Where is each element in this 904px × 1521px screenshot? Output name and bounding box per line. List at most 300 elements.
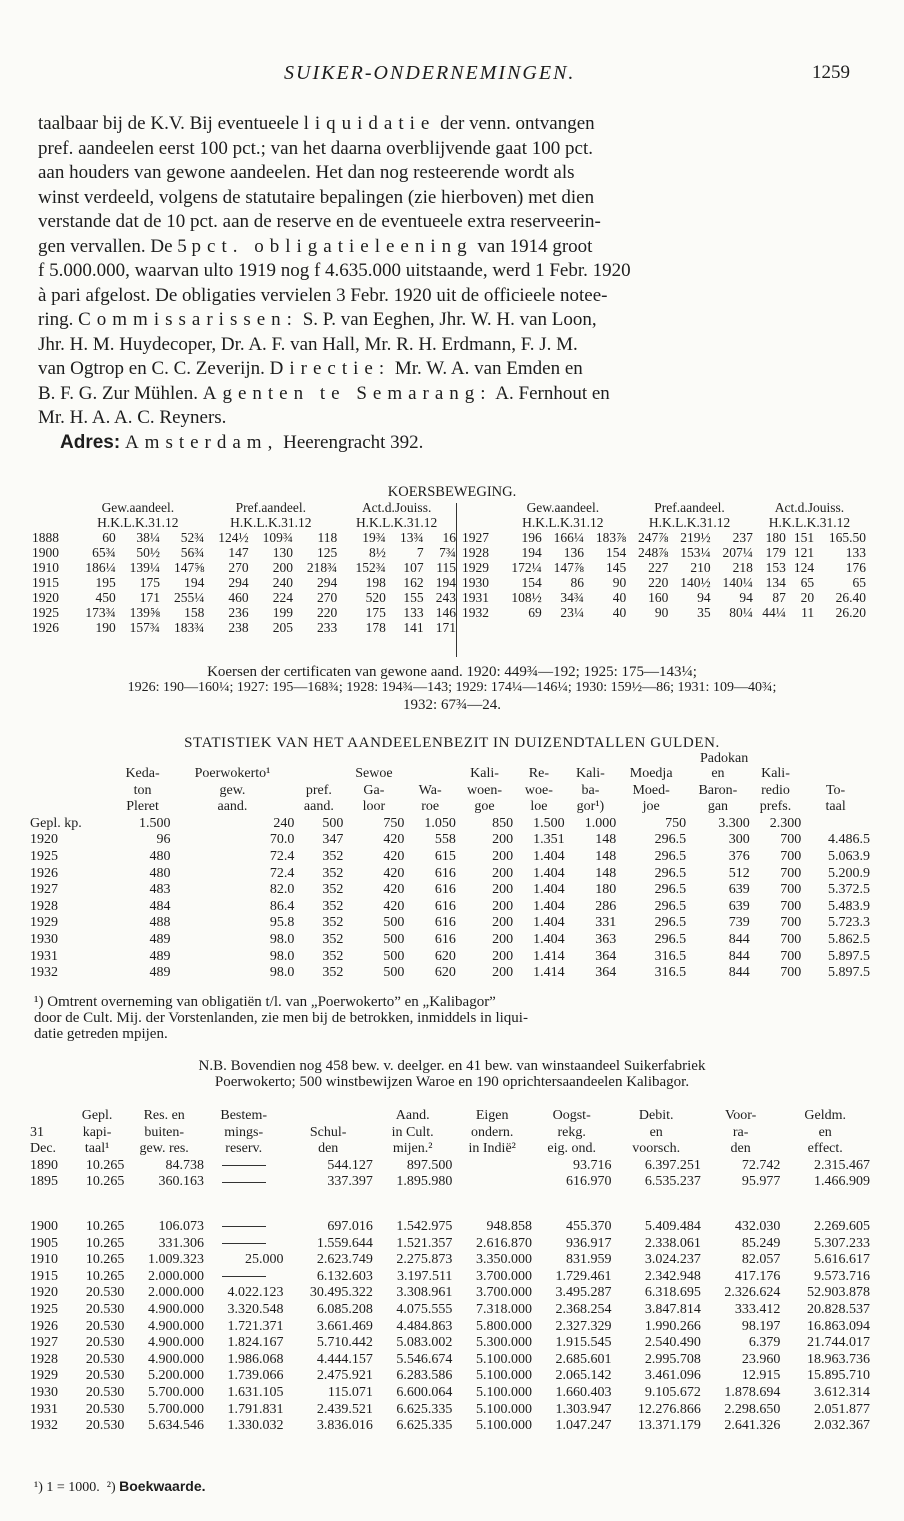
fin-cell: 432.030 xyxy=(734,1218,781,1234)
dash-rule xyxy=(222,1226,266,1227)
fin-cell xyxy=(204,1219,284,1236)
fin-cell: 2.616.870 xyxy=(475,1235,532,1251)
koers-cell: 34¾ xyxy=(560,590,584,605)
fin-row-label: 1925 xyxy=(30,1301,58,1317)
fin-cell: 4.444.157 xyxy=(316,1351,373,1367)
fin-cell: 616.970 xyxy=(565,1174,612,1190)
koers-row xyxy=(462,530,866,545)
stat-table xyxy=(30,766,870,982)
fin-cell: 52.903.878 xyxy=(807,1285,870,1301)
stat-header-cell: ba- xyxy=(581,782,600,798)
intro-line: à pari afgelost. De obligaties vervielen 3 Febr. 1920 uit de officieele notee- xyxy=(38,284,608,306)
fin-cell: 331.306 xyxy=(158,1235,204,1251)
fin-cell: 1.660.403 xyxy=(555,1384,612,1400)
fin-cell: 10.265 xyxy=(85,1235,125,1251)
stat-row-label: Gepl. kp. xyxy=(30,815,82,831)
koers-cell: 133 xyxy=(403,605,424,620)
fin-cell: 333.412 xyxy=(734,1301,781,1317)
fin-cell: 697.016 xyxy=(327,1218,373,1234)
stat-row-label: 1920 xyxy=(30,832,58,848)
fin-cell: 2.342.948 xyxy=(644,1268,701,1284)
koers-table-right xyxy=(462,500,866,620)
stat-cell: 750 xyxy=(383,815,405,831)
fin-cell: 2.540.490 xyxy=(644,1335,701,1351)
koers-cell: 125 xyxy=(317,545,338,560)
dash-rule xyxy=(222,1165,266,1166)
fin-cell: 1.990.266 xyxy=(644,1318,701,1334)
koers-cell: 124½ xyxy=(218,530,249,545)
koers-cell: 227 xyxy=(648,560,669,575)
fin-cell xyxy=(204,1236,284,1253)
stat-cell: 86.4 xyxy=(269,898,295,914)
koers-row xyxy=(32,620,456,635)
fin-cell: 1.824.167 xyxy=(227,1335,284,1351)
koers-sub-header: H.K.L.K.31.12 xyxy=(355,515,438,530)
stat-cell: 4.486.5 xyxy=(828,832,870,848)
fin-header-cell: ra- xyxy=(732,1124,749,1140)
koers-cell: 198 xyxy=(365,575,386,590)
stat-cell: 420 xyxy=(383,865,405,881)
stat-cell: 483 xyxy=(149,882,171,898)
fin-row-label: 1929 xyxy=(30,1368,58,1384)
koers-cell: 219½ xyxy=(680,530,711,545)
koers-cell: 7 xyxy=(416,545,424,560)
fin-cell: 1.729.461 xyxy=(555,1268,612,1284)
stat-cell: 5.723.3 xyxy=(828,915,870,931)
koers-row-label: 1931 xyxy=(462,590,489,605)
fin-row xyxy=(30,1385,870,1402)
stat-cell: 352 xyxy=(322,915,344,931)
stat-header-cell: Kali- xyxy=(576,766,605,781)
stat-row xyxy=(30,832,870,849)
koers-divider xyxy=(456,503,457,657)
cert-line: 1932: 67¾—24. xyxy=(403,697,501,713)
stat-header-cell: Wa- xyxy=(418,782,442,798)
fin-cell: 5.300.000 xyxy=(475,1335,532,1351)
koers-sub-header: H.K.L.K.31.12 xyxy=(522,515,604,530)
stat-cell: 1.000 xyxy=(584,815,617,831)
fin-row-label: 1928 xyxy=(30,1351,58,1367)
stat-cell: 98.0 xyxy=(269,965,295,981)
fin-cell: 5.100.000 xyxy=(475,1401,532,1417)
intro-line: aan houders van gewone aandeelen. Het dan nog resteerende wordt als xyxy=(38,162,575,183)
koers-cell: 139⅝ xyxy=(129,605,161,620)
koers-cell: 460 xyxy=(228,590,249,605)
stat-row-label: 1931 xyxy=(30,948,58,964)
intro-line: van Ogtrop en C. C. Zeverijn. Directie: Mr. W. A. van Emden en xyxy=(38,358,583,379)
fin-header-cell: Aand. xyxy=(395,1108,430,1123)
stat-cell: 1.404 xyxy=(533,898,565,914)
fin-cell: 15.895.710 xyxy=(807,1368,870,1384)
koers-cell: 237 xyxy=(732,530,753,545)
koers-cell: 80¼ xyxy=(729,605,753,620)
stat-cell: 82.0 xyxy=(269,882,295,898)
fin-cell: 2.326.624 xyxy=(724,1285,781,1301)
fin-cell: 12.276.866 xyxy=(637,1401,701,1417)
intro-line: verstande dat de 10 pct. aan de reserve en de eventueele extra reserveerin- xyxy=(38,211,601,232)
koers-cell: 130 xyxy=(272,545,293,560)
fin-header-cell: den xyxy=(318,1141,339,1157)
fin-row xyxy=(30,1236,870,1253)
koers-row xyxy=(32,590,456,605)
fin-row xyxy=(30,1302,870,1319)
stat-cell: 700 xyxy=(780,965,802,981)
fin-row-label: 1900 xyxy=(30,1218,58,1234)
koers-cell: 294 xyxy=(317,575,338,590)
fin-cell: 2.032.367 xyxy=(814,1418,870,1434)
stat-padokan-label: Padokan xyxy=(700,751,749,766)
stat-cell: 500 xyxy=(383,948,405,964)
fin-cell: 2.065.142 xyxy=(555,1368,612,1384)
stat-cell: 489 xyxy=(149,931,171,947)
stat-cell: 352 xyxy=(322,931,344,947)
koers-cell: 238 xyxy=(228,620,249,635)
address-label: Adres: xyxy=(60,431,121,453)
koers-cell: 270 xyxy=(228,560,249,575)
fin-cell: 5.200.000 xyxy=(147,1368,204,1384)
stat-cell: 200 xyxy=(492,915,514,931)
fin-cell: 2.000.000 xyxy=(147,1268,204,1284)
fin-cell: 1.791.831 xyxy=(227,1401,284,1417)
fin-header-cell: Dec. xyxy=(30,1141,57,1157)
fin-cell: 2.000.000 xyxy=(147,1285,204,1301)
koers-cell: 65 xyxy=(800,575,815,590)
stat-cell: 200 xyxy=(492,865,514,881)
fin-header-cell: Oogst- xyxy=(552,1108,591,1123)
stat-cell: 316.5 xyxy=(654,948,687,964)
fin-cell: 6.132.603 xyxy=(316,1268,373,1284)
fin-cell: 5.546.674 xyxy=(396,1351,453,1367)
koers-row-label: 1910 xyxy=(32,560,59,575)
fin-cell: 5.700.000 xyxy=(147,1401,204,1417)
fin-cell: 6.318.695 xyxy=(644,1285,701,1301)
koers-cell: 38¼ xyxy=(136,530,161,545)
koers-cell: 270 xyxy=(317,590,338,605)
fin-cell: 25.000 xyxy=(244,1252,284,1268)
fin-cell: 6.600.064 xyxy=(396,1384,453,1400)
stat-cell: 148 xyxy=(595,848,617,864)
fin-cell: 5.409.484 xyxy=(644,1218,701,1234)
koers-header-row xyxy=(462,500,866,515)
intro-line: B. F. G. Zur Mühlen. Agenten te Semarang: A. Fernhout en xyxy=(38,382,610,404)
fin-row-label: 1905 xyxy=(30,1235,58,1251)
fin-cell: 6.085.208 xyxy=(316,1301,373,1317)
koers-cell: 218 xyxy=(732,560,753,575)
fin-cell: 2.051.877 xyxy=(814,1401,870,1417)
fin-cell: 4.022.123 xyxy=(227,1285,284,1301)
koers-cell: 171 xyxy=(435,620,456,635)
stat-cell: 200 xyxy=(492,882,514,898)
stat-cell: 616 xyxy=(434,915,456,931)
fin-cell: 2.623.749 xyxy=(316,1252,373,1268)
stat-cell: 364 xyxy=(595,965,617,981)
koers-cell: 220 xyxy=(317,605,338,620)
intro-line: winst verdeeld, volgens de statutaire bepalingen (zie hierboven) met dien xyxy=(38,186,595,208)
fin-cell: 1.986.068 xyxy=(227,1351,284,1367)
stat-cell: 700 xyxy=(780,832,802,848)
fin-cell: 4.484.863 xyxy=(396,1318,453,1334)
stat-cell: 200 xyxy=(492,965,514,981)
fin-cell: 1.631.105 xyxy=(227,1384,284,1400)
stat-header-cell: Moed- xyxy=(632,782,670,798)
koers-cell: 158 xyxy=(184,605,205,620)
koers-row-label: 1932 xyxy=(462,605,489,620)
stat-cell: 5.063.9 xyxy=(828,848,870,864)
koers-table-left xyxy=(32,500,456,635)
stat-cell: 500 xyxy=(322,815,344,831)
koers-cell: 94 xyxy=(739,590,753,605)
koers-cell: 147⅞ xyxy=(553,560,584,575)
koers-cell: 153 xyxy=(765,560,786,575)
fin-cell: 5.634.546 xyxy=(147,1418,204,1434)
koers-row xyxy=(462,545,866,560)
koers-cell: 183¾ xyxy=(173,620,205,635)
koers-cell: 153¼ xyxy=(680,545,711,560)
stat-cell: 95.8 xyxy=(269,915,295,931)
koers-cell: 220 xyxy=(648,575,669,590)
stat-header-cell: aand. xyxy=(217,799,248,815)
fin-cell: 6.379 xyxy=(748,1335,781,1351)
stat-header-cell xyxy=(294,766,343,783)
stat-header-cell: Kali- xyxy=(761,766,790,781)
koers-cell: 26.40 xyxy=(835,590,866,605)
koers-cell: 145 xyxy=(605,560,627,575)
koers-group-header: Gew.aandeel. xyxy=(526,500,600,515)
stat-header-cell: goe xyxy=(474,799,495,815)
stat-cell: 700 xyxy=(780,931,802,947)
stat-row xyxy=(30,816,870,833)
stat-cell: 296.5 xyxy=(654,865,687,881)
koers-cell: 147⅝ xyxy=(173,560,205,575)
stat-header-cell: Re- xyxy=(528,766,550,781)
fin-header-cell: in Indië² xyxy=(468,1141,516,1157)
stat-cell: 5.862.5 xyxy=(828,931,870,947)
fin-row-label: 1910 xyxy=(30,1252,58,1268)
fin-cell: 2.475.921 xyxy=(316,1368,373,1384)
stat-cell: 1.404 xyxy=(533,882,565,898)
koers-cell: 157¾ xyxy=(129,620,161,635)
stat-header-cell: woen- xyxy=(467,782,503,798)
fin-header-cell: Bestem- xyxy=(220,1108,268,1123)
fin-header-cell: mings- xyxy=(224,1124,264,1140)
koers-group-header: Gew.aandeel. xyxy=(101,500,175,515)
cert-line: 1926: 190—160¼; 1927: 195—168¾; 1928: 194¾—143; 1929: 174¼—146¼; 1930: 159½—86; 1931: 109—40¾; xyxy=(127,680,777,695)
stat-cell: 616 xyxy=(434,882,456,898)
fin-cell: 1.739.066 xyxy=(227,1368,284,1384)
stat-cell: 700 xyxy=(780,865,802,881)
stat-cell: 200 xyxy=(492,832,514,848)
fin-cell: 20.530 xyxy=(85,1335,125,1351)
fin-cell: 6.535.237 xyxy=(644,1174,701,1190)
fin-cell: 13.371.179 xyxy=(637,1418,701,1434)
fin-cell: 1.721.371 xyxy=(227,1318,284,1334)
koers-cell: 210 xyxy=(690,560,711,575)
fin-cell: 3.495.287 xyxy=(555,1285,612,1301)
koers-group-header: Act.d.Jouiss. xyxy=(774,500,845,515)
koers-cell: 65 xyxy=(852,575,866,590)
koers-cell: 146 xyxy=(435,605,456,620)
koers-cell: 205 xyxy=(272,620,293,635)
fin-header-cell: buiten- xyxy=(144,1124,184,1140)
fin-cell: 1.915.545 xyxy=(555,1335,612,1351)
fin-row xyxy=(30,1158,870,1175)
fin-cell: 95.977 xyxy=(741,1174,781,1190)
koers-row xyxy=(462,575,866,590)
stat-cell: 363 xyxy=(595,931,617,947)
stat-cell xyxy=(801,816,870,833)
koers-row-label: 1926 xyxy=(32,620,59,635)
stat-cell: 352 xyxy=(322,865,344,881)
koers-cell: 196 xyxy=(521,530,542,545)
fin-cell: 72.742 xyxy=(741,1157,781,1173)
stat-header-cell xyxy=(30,766,115,783)
koers-row xyxy=(462,590,866,605)
fin-cell: 1.009.323 xyxy=(147,1252,204,1268)
stat-row-label: 1932 xyxy=(30,965,58,981)
koers-cell: 8½ xyxy=(368,545,386,560)
stat-cell: 1.404 xyxy=(533,848,565,864)
koers-cell: 13¾ xyxy=(399,530,424,545)
koers-row xyxy=(462,560,866,575)
fin-cell xyxy=(204,1158,284,1175)
koers-cell: 147 xyxy=(228,545,249,560)
fin-header-cell: den xyxy=(730,1141,751,1157)
stat-cell: 2.300 xyxy=(769,815,802,831)
stat-cell: 700 xyxy=(780,948,802,964)
koers-cell: 151 xyxy=(793,530,815,545)
fin-cell: 3.308.961 xyxy=(396,1285,453,1301)
fin-cell: 5.307.233 xyxy=(814,1235,870,1251)
stat-cell: 180 xyxy=(595,882,617,898)
koers-cell: 175 xyxy=(139,575,161,590)
fin-cell: 3.197.511 xyxy=(396,1268,453,1284)
fin-row-label: 1932 xyxy=(30,1418,58,1434)
stat-cell: 620 xyxy=(434,948,456,964)
fin-cell: 85.249 xyxy=(741,1235,781,1251)
stat-footnote xyxy=(34,994,870,1042)
stat-row xyxy=(30,949,870,966)
koers-cell: 16 xyxy=(442,530,456,545)
stat-cell: 72.4 xyxy=(269,848,295,864)
koers-cell: 19¾ xyxy=(362,530,386,545)
running-head-title: SUIKER-ONDERNEMINGEN. xyxy=(284,62,576,84)
fin-cell: 6.625.335 xyxy=(396,1401,453,1417)
stat-cell: 331 xyxy=(595,915,617,931)
stat-cell: 200 xyxy=(492,931,514,947)
koers-cell: 141 xyxy=(403,620,424,635)
fin-header-cell xyxy=(30,1108,70,1125)
koers-cell: 450 xyxy=(95,590,116,605)
fin-cell: 4.900.000 xyxy=(147,1318,204,1334)
fin-cell: 337.397 xyxy=(327,1174,373,1190)
stat-cell: 98.0 xyxy=(269,931,295,947)
koers-group-header: Pref.aandeel. xyxy=(654,500,725,515)
fin-cell: 1.303.947 xyxy=(555,1401,612,1417)
stat-header-cell: To- xyxy=(825,782,846,798)
intro-line: f 5.000.000, waarvan ulto 1919 nog f 4.635.000 uitstaande, werd 1 Febr. 1920 xyxy=(38,260,631,281)
stat-cell: 296.5 xyxy=(654,832,687,848)
koers-cell: 175 xyxy=(365,605,386,620)
fin-cell: 4.900.000 xyxy=(147,1335,204,1351)
fin-cell: 948.858 xyxy=(486,1218,532,1234)
stat-cell: 300 xyxy=(728,832,750,848)
koers-cell: 108½ xyxy=(511,590,542,605)
koers-cell: 294 xyxy=(228,575,249,590)
fin-cell: 10.265 xyxy=(85,1252,125,1268)
koers-sub-header: H.K.L.K.31.12 xyxy=(648,515,731,530)
fin-cell: 455.370 xyxy=(565,1218,612,1234)
stat-cell: 5.200.9 xyxy=(828,865,870,881)
koers-row-label: 1915 xyxy=(32,575,59,590)
fin-cell: 1.047.247 xyxy=(555,1418,612,1434)
koers-cell: 243 xyxy=(435,590,456,605)
stat-header-cell: loor xyxy=(362,799,386,815)
koers-row-label: 1900 xyxy=(32,545,59,560)
koers-cell: 180 xyxy=(765,530,786,545)
stat-cell: 739 xyxy=(728,915,750,931)
stat-header-cell: Baron- xyxy=(698,782,738,798)
fin-cell: 2.439.521 xyxy=(316,1401,373,1417)
fin-cell: 4.900.000 xyxy=(147,1351,204,1367)
stat-cell: 844 xyxy=(728,931,750,947)
koers-cell: 155 xyxy=(403,590,424,605)
stat-cell: 1.050 xyxy=(424,815,456,831)
koers-cell: 195 xyxy=(95,575,116,590)
stat-row-label: 1927 xyxy=(30,882,58,898)
koers-cell: 186¼ xyxy=(85,560,116,575)
fin-cell: 2.338.061 xyxy=(644,1235,701,1251)
koers-cell: 178 xyxy=(365,620,386,635)
stat-cell: 3.300 xyxy=(718,815,750,831)
stat-row-label: 1925 xyxy=(30,848,58,864)
fin-cell: 5.100.000 xyxy=(475,1418,532,1434)
stat-cell: 639 xyxy=(728,882,750,898)
intro-line: Mr. H. A. A. C. Reyners. xyxy=(38,407,227,428)
stat-header-cell: pref. xyxy=(305,782,332,798)
intro-line: gen vervallen. De 5 pct. obligatieleening van 1914 groot xyxy=(38,235,593,257)
fin-header-cell: kapi- xyxy=(82,1124,112,1140)
koers-cell: 520 xyxy=(365,590,386,605)
fin-cell: 1.542.975 xyxy=(396,1218,453,1234)
fin-cell: 10.265 xyxy=(85,1157,125,1173)
koers-cell: 140½ xyxy=(680,575,711,590)
intro-line: taalbaar bij de K.V. Bij eventueele liquidatie der venn. ontvangen xyxy=(38,113,595,134)
fin-cell: 3.024.237 xyxy=(644,1252,701,1268)
stat-cell: 480 xyxy=(149,848,171,864)
fin-header-cell: ondern. xyxy=(470,1124,514,1140)
fin-cell: 417.176 xyxy=(734,1268,781,1284)
koers-cell: 199 xyxy=(272,605,293,620)
fin-cell: 16.863.094 xyxy=(807,1318,870,1334)
fin-row xyxy=(30,1402,870,1419)
stat-cell: 5.897.5 xyxy=(828,965,870,981)
fin-cell: 544.127 xyxy=(327,1157,373,1173)
stat-cell: 347 xyxy=(322,832,344,848)
fin-cell: 1.559.644 xyxy=(316,1235,373,1251)
koers-row-label: 1920 xyxy=(32,590,59,605)
koers-cell: 56¾ xyxy=(180,545,205,560)
fin-cell: 10.265 xyxy=(85,1174,125,1190)
stat-row xyxy=(30,849,870,866)
fin-cell: 5.100.000 xyxy=(475,1368,532,1384)
fin-cell: 12.915 xyxy=(741,1368,781,1384)
stat-header-cell xyxy=(404,766,456,783)
fin-footnote-2-mark: ²) xyxy=(106,1480,116,1495)
stat-cell: 700 xyxy=(780,898,802,914)
fin-cell: 4.075.555 xyxy=(396,1301,453,1317)
fin-cell: 6.283.586 xyxy=(396,1368,453,1384)
stat-footnote-line: ¹) Omtrent overneming van obligatiën t/l. van „Poerwokerto” en „Kalibagor” xyxy=(34,994,496,1010)
